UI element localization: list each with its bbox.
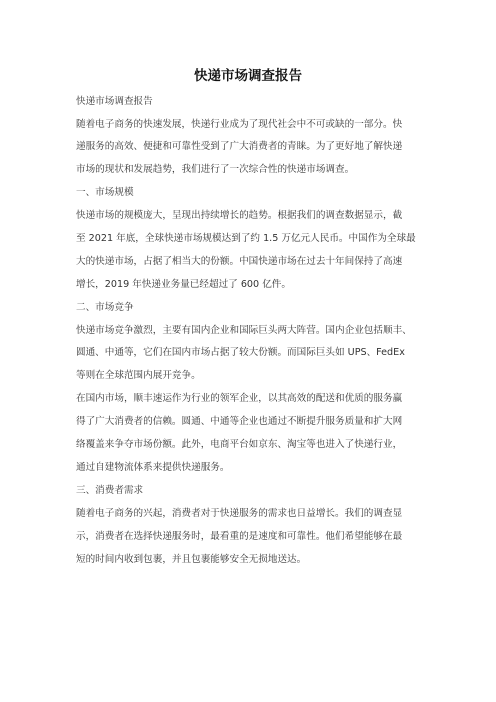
paragraph-line: 大的快递市场，占据了相当大的份额。中国快递市场在过去十年间保持了高速 xyxy=(76,256,403,267)
section-heading-market-size: 一、市场规模 xyxy=(76,187,134,198)
paragraph-line: 随着电子商务的兴起，消费者对于快递服务的需求也日益增长。我们的调查显 xyxy=(76,508,403,519)
intro-line: 递服务的高效、便捷和可靠性受到了广大消费者的青睐。为了更好地了解快递 xyxy=(76,141,403,152)
paragraph-line: 短的时间内收到包裹，并且包裹能够安全无损地送达。 xyxy=(76,554,307,565)
paragraph-line: 圆通、中通等，它们在国内市场占据了较大份额。而国际巨头如 UPS、FedEx xyxy=(76,347,405,358)
paragraph-line: 通过自建物流体系来提供快递服务。 xyxy=(76,462,230,473)
paragraph-line: 示，消费者在选择快递服务时，最看重的是速度和可靠性。他们希望能够在最 xyxy=(76,531,403,542)
section-heading-consumer-demand: 三、消费者需求 xyxy=(76,485,144,496)
paragraph-line: 络覆盖来争夺市场份额。此外，电商平台如京东、淘宝等也进入了快递行业， xyxy=(76,439,403,450)
paragraph-line: 在国内市场，顺丰速运作为行业的领军企业，以其高效的配送和优质的服务赢 xyxy=(76,393,403,404)
section-heading-competition: 二、市场竞争 xyxy=(76,302,134,313)
intro-line: 市场的现状和发展趋势，我们进行了一次综合性的快递市场调查。 xyxy=(76,164,355,175)
paragraph-line: 得了广大消费者的信赖。圆通、中通等企业也通过不断提升服务质量和扩大网 xyxy=(76,416,403,427)
paragraph-line: 快递市场的规模庞大，呈现出持续增长的趋势。根据我们的调查数据显示，截 xyxy=(76,210,403,221)
paragraph-line: 至 2021 年底，全球快递市场规模达到了约 1.5 万亿元人民币。中国作为全球最 xyxy=(76,233,416,244)
document-subtitle: 快递市场调查报告 xyxy=(76,96,153,107)
document-title: 快递市场调查报告 xyxy=(194,68,302,84)
intro-line: 随着电子商务的快速发展，快递行业成为了现代社会中不可或缺的一部分。快 xyxy=(76,119,403,130)
paragraph-line: 等则在全球范围内展开竞争。 xyxy=(76,370,201,381)
paragraph-line: 增长，2019 年快递业务量已经超过了 600 亿件。 xyxy=(76,279,291,290)
paragraph-line: 快递市场竞争激烈，主要有国内企业和国际巨头两大阵营。国内企业包括顺丰、 xyxy=(76,325,412,336)
